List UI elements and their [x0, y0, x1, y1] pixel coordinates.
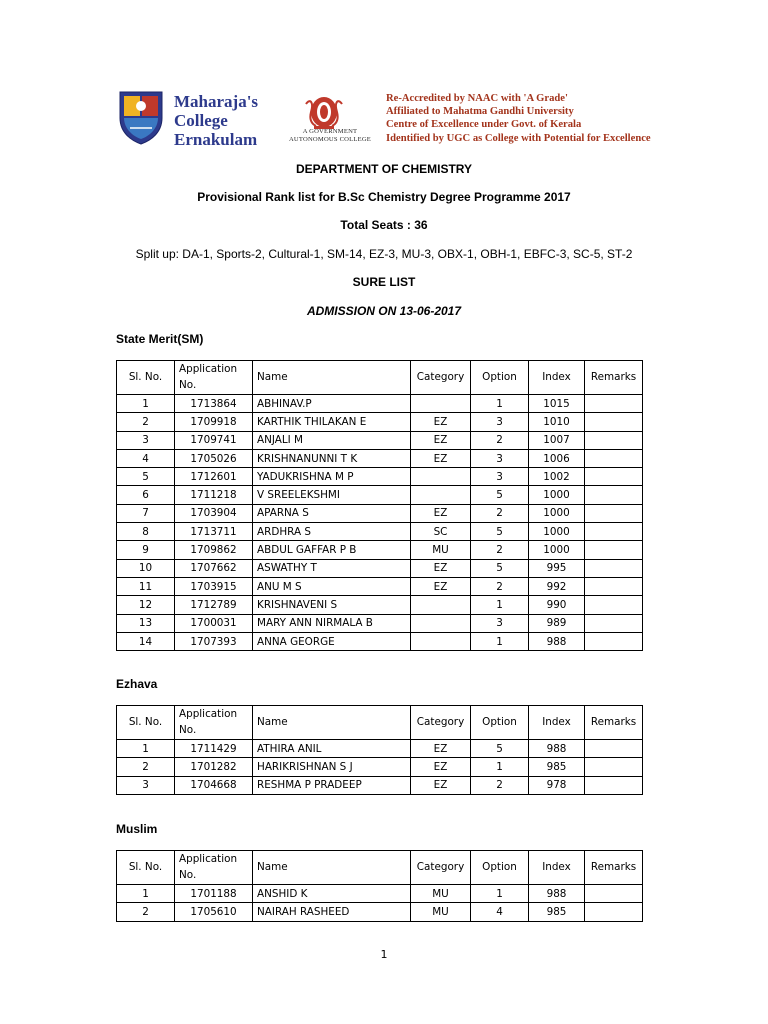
cell-name: ATHIRA ANIL [253, 740, 411, 758]
cell-application-no: 1709862 [175, 541, 253, 559]
cell-application-no: 1709918 [175, 413, 253, 431]
cell-index: 1015 [529, 395, 585, 413]
col-category: Category [411, 706, 471, 740]
cell-name: RESHMA P PRADEEP [253, 776, 411, 794]
cell-remarks [585, 632, 643, 650]
cell-application-no: 1707662 [175, 559, 253, 577]
col-option: Option [471, 706, 529, 740]
cell-name: KARTHIK THILAKAN E [253, 413, 411, 431]
table-row [117, 776, 643, 794]
col-category: Category [411, 851, 471, 885]
cell-sl-no: 1 [117, 885, 175, 903]
cell-application-no: 1712601 [175, 468, 253, 486]
cell-category: EZ [411, 577, 471, 595]
table-header-row [117, 361, 643, 395]
cell-name: KRISHNAVENI S [253, 596, 411, 614]
col-option: Option [471, 851, 529, 885]
cell-category: EZ [411, 504, 471, 522]
cell-application-no: 1705610 [175, 903, 253, 921]
cell-index: 1006 [529, 449, 585, 467]
cell-application-no: 1713711 [175, 523, 253, 541]
cell-sl-no: 2 [117, 903, 175, 921]
cell-index: 1010 [529, 413, 585, 431]
cell-remarks [585, 577, 643, 595]
cell-category [411, 632, 471, 650]
cell-sl-no: 8 [117, 523, 175, 541]
cell-index: 988 [529, 632, 585, 650]
cell-option: 2 [471, 431, 529, 449]
muslim-table [116, 850, 643, 922]
cell-name: ANNA GEORGE [253, 632, 411, 650]
cell-category: MU [411, 885, 471, 903]
cell-option: 5 [471, 523, 529, 541]
cell-index: 1000 [529, 541, 585, 559]
table-row [117, 468, 643, 486]
cell-category: MU [411, 903, 471, 921]
cell-remarks [585, 395, 643, 413]
cell-category [411, 486, 471, 504]
col-remarks: Remarks [585, 851, 643, 885]
cell-option: 2 [471, 577, 529, 595]
col-option: Option [471, 361, 529, 395]
cell-option: 1 [471, 758, 529, 776]
cell-index: 990 [529, 596, 585, 614]
table-row [117, 577, 643, 595]
cell-name: ABDUL GAFFAR P B [253, 541, 411, 559]
cell-remarks [585, 504, 643, 522]
state-merit-table [116, 360, 643, 651]
cell-index: 1007 [529, 431, 585, 449]
cell-remarks [585, 541, 643, 559]
cell-sl-no: 10 [117, 559, 175, 577]
cell-sl-no: 7 [117, 504, 175, 522]
table-row [117, 885, 643, 903]
cell-application-no: 1701188 [175, 885, 253, 903]
cell-application-no: 1704668 [175, 776, 253, 794]
cell-category: EZ [411, 413, 471, 431]
cell-name: ARDHRA S [253, 523, 411, 541]
cell-category: MU [411, 541, 471, 559]
cell-sl-no: 1 [117, 395, 175, 413]
cell-name: ANSHID K [253, 885, 411, 903]
cell-option: 2 [471, 504, 529, 522]
cell-application-no: 1712789 [175, 596, 253, 614]
cell-application-no: 1711429 [175, 740, 253, 758]
table-row [117, 523, 643, 541]
cell-remarks [585, 431, 643, 449]
cell-option: 5 [471, 740, 529, 758]
admission-date: ADMISSION ON 13-06-2017 [306, 304, 462, 318]
cell-option: 3 [471, 614, 529, 632]
cell-index: 1000 [529, 504, 585, 522]
table-row [117, 559, 643, 577]
cell-remarks [585, 413, 643, 431]
cell-category: EZ [411, 740, 471, 758]
cell-application-no: 1711218 [175, 486, 253, 504]
table-row [117, 903, 643, 921]
cell-name: KRISHNANUNNI T K [253, 449, 411, 467]
table-row [117, 395, 643, 413]
table-row [117, 614, 643, 632]
table-row [117, 596, 643, 614]
cell-remarks [585, 758, 643, 776]
col-name: Name [253, 361, 411, 395]
page-number: 1 [380, 948, 388, 961]
cell-name: MARY ANN NIRMALA B [253, 614, 411, 632]
table-row [117, 449, 643, 467]
cell-application-no: 1707393 [175, 632, 253, 650]
cell-index: 988 [529, 740, 585, 758]
cell-category: EZ [411, 559, 471, 577]
cell-remarks [585, 449, 643, 467]
cell-remarks [585, 885, 643, 903]
cell-option: 5 [471, 559, 529, 577]
table-row [117, 740, 643, 758]
col-sl-no: Sl. No. [117, 851, 175, 885]
col-sl-no: Sl. No. [117, 361, 175, 395]
cell-application-no: 1703904 [175, 504, 253, 522]
cell-category: EZ [411, 431, 471, 449]
cell-name: APARNA S [253, 504, 411, 522]
cell-name: YADUKRISHNA M P [253, 468, 411, 486]
col-name: Name [253, 851, 411, 885]
section-label-ezhava: Ezhava [116, 677, 158, 691]
cell-sl-no: 1 [117, 740, 175, 758]
cell-sl-no: 2 [117, 758, 175, 776]
col-index: Index [529, 706, 585, 740]
cell-option: 3 [471, 468, 529, 486]
table-row [117, 758, 643, 776]
rank-list-title: Provisional Rank list for B.Sc Chemistry Degree Programme 2017 [197, 190, 571, 204]
cell-option: 2 [471, 776, 529, 794]
cell-application-no: 1703915 [175, 577, 253, 595]
cell-index: 995 [529, 559, 585, 577]
cell-index: 1000 [529, 523, 585, 541]
cell-option: 3 [471, 449, 529, 467]
col-application-no: Application No. [175, 361, 253, 395]
cell-category [411, 614, 471, 632]
table-row [117, 504, 643, 522]
cell-category [411, 395, 471, 413]
kerala-emblem-icon [302, 92, 346, 130]
cell-sl-no: 12 [117, 596, 175, 614]
cell-application-no: 1713864 [175, 395, 253, 413]
col-name: Name [253, 706, 411, 740]
cell-sl-no: 2 [117, 413, 175, 431]
table-row [117, 632, 643, 650]
sure-list-title: SURE LIST [352, 275, 416, 289]
split-up: Split up: DA-1, Sports-2, Cultural-1, SM-14, EZ-3, MU-3, OBX-1, OBH-1, EBFC-3, SC-5, ST-2 [135, 247, 633, 261]
cell-remarks [585, 559, 643, 577]
cell-sl-no: 3 [117, 776, 175, 794]
cell-option: 1 [471, 632, 529, 650]
ezhava-table [116, 705, 643, 795]
letterhead [116, 84, 656, 154]
cell-index: 985 [529, 903, 585, 921]
cell-remarks [585, 740, 643, 758]
col-application-no: Application No. [175, 851, 253, 885]
cell-name: ASWATHY T [253, 559, 411, 577]
cell-category [411, 596, 471, 614]
col-sl-no: Sl. No. [117, 706, 175, 740]
cell-remarks [585, 468, 643, 486]
col-remarks: Remarks [585, 361, 643, 395]
cell-index: 988 [529, 885, 585, 903]
section-label-muslim: Muslim [116, 822, 158, 836]
cell-name: V SREELEKSHMI [253, 486, 411, 504]
cell-category: SC [411, 523, 471, 541]
col-index: Index [529, 361, 585, 395]
cell-option: 1 [471, 885, 529, 903]
table-row [117, 486, 643, 504]
cell-application-no: 1700031 [175, 614, 253, 632]
cell-application-no: 1709741 [175, 431, 253, 449]
cell-index: 992 [529, 577, 585, 595]
college-crest-icon [116, 88, 166, 146]
cell-index: 989 [529, 614, 585, 632]
cell-sl-no: 4 [117, 449, 175, 467]
cell-index: 1002 [529, 468, 585, 486]
section-label-state-merit: State Merit(SM) [116, 332, 204, 346]
department-title: DEPARTMENT OF CHEMISTRY [296, 162, 472, 176]
cell-option: 5 [471, 486, 529, 504]
cell-sl-no: 9 [117, 541, 175, 559]
table-header-row [117, 851, 643, 885]
cell-name: ANU M S [253, 577, 411, 595]
table-row [117, 413, 643, 431]
cell-application-no: 1701282 [175, 758, 253, 776]
col-category: Category [411, 361, 471, 395]
total-seats: Total Seats : 36 [340, 218, 428, 232]
cell-remarks [585, 596, 643, 614]
cell-index: 985 [529, 758, 585, 776]
cell-index: 1000 [529, 486, 585, 504]
table-row [117, 431, 643, 449]
cell-category [411, 468, 471, 486]
cell-remarks [585, 523, 643, 541]
cell-remarks [585, 776, 643, 794]
cell-option: 4 [471, 903, 529, 921]
cell-category: EZ [411, 758, 471, 776]
cell-remarks [585, 486, 643, 504]
table-header-row [117, 706, 643, 740]
cell-option: 1 [471, 596, 529, 614]
cell-sl-no: 13 [117, 614, 175, 632]
cell-application-no: 1705026 [175, 449, 253, 467]
cell-option: 2 [471, 541, 529, 559]
col-index: Index [529, 851, 585, 885]
cell-remarks [585, 903, 643, 921]
cell-sl-no: 5 [117, 468, 175, 486]
cell-index: 978 [529, 776, 585, 794]
accreditation-text: Re-Accredited by NAAC with 'A Grade' Affiliated to Mahatma Gandhi University Centre of Excellence under Govt. of Kerala Identified by UGC as College with Potential for Excellence [386, 93, 651, 144]
cell-sl-no: 3 [117, 431, 175, 449]
cell-name: ANJALI M [253, 431, 411, 449]
cell-category: EZ [411, 449, 471, 467]
col-remarks: Remarks [585, 706, 643, 740]
cell-category: EZ [411, 776, 471, 794]
cell-name: NAIRAH RASHEED [253, 903, 411, 921]
cell-sl-no: 14 [117, 632, 175, 650]
cell-name: HARIKRISHNAN S J [253, 758, 411, 776]
table-row [117, 541, 643, 559]
government-college-text: A GOVERNMENT AUTONOMOUS COLLEGE [288, 128, 372, 143]
cell-sl-no: 6 [117, 486, 175, 504]
cell-name: ABHINAV.P [253, 395, 411, 413]
cell-sl-no: 11 [117, 577, 175, 595]
cell-option: 3 [471, 413, 529, 431]
cell-option: 1 [471, 395, 529, 413]
cell-remarks [585, 614, 643, 632]
col-application-no: Application No. [175, 706, 253, 740]
college-name: Maharaja's College Ernakulam [174, 92, 259, 149]
